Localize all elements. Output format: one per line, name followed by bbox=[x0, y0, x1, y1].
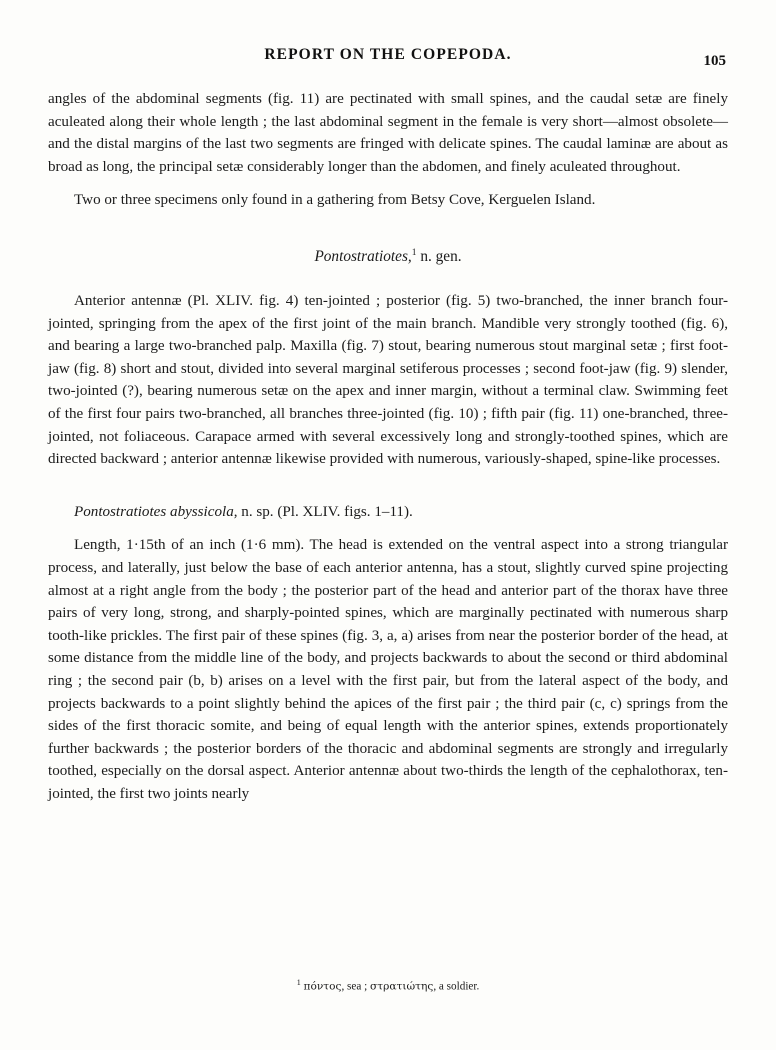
footnote-greek-2: στρατιώτης bbox=[370, 980, 434, 993]
paragraph-2: Two or three specimens only found in a gathering from Betsy Cove, Kerguelen Island. bbox=[74, 192, 596, 209]
page-number: 105 bbox=[703, 53, 726, 69]
footnote-text-2: , a soldier. bbox=[433, 980, 480, 993]
page-header bbox=[0, 46, 776, 68]
species-heading bbox=[48, 501, 728, 524]
paragraph-spacer bbox=[48, 178, 728, 189]
paragraph-4: Length, 1·15th of an inch (1·6 mm). The head is extended on the ventral aspect into a strong triangular process, and laterally, just below the base of each anterior antenna, has a stout, slightly curved spine projecting almost at a right angle from the body ; the posterior part of the head and anterior part of the thorax have three pairs of very long, strong, and sharply-pointed spines, which are marginally pectinated with numerous sharp tooth-like prickles. The first pair of these spines (fig. 3, a, a) arises from near the posterior border of the head, at some distance from the middle line of the body, and projects backwards to about the second or third abdominal ring ; the second pair (b, b) arises on a level with the first pair, but from the lateral aspect of the body, and projects backwards to a point slightly behind the apices of the first pair ; the third pair (c, c) springs from the sides of the first thoracic somite, and being of equal length with the anterior spines, extends proportionately further backwards ; the posterior borders of the thoracic and abdominal segments are strongly and irregularly toothed, especially on the dorsal aspect. Anterior antennæ about two-thirds the length of the cephalothorax, ten-jointed, the first two joints nearly bbox=[48, 537, 728, 802]
genus-name: Pontostratiotes, bbox=[314, 248, 412, 266]
paragraph-3: Anterior antennæ (Pl. XLIV. fig. 4) ten-jointed ; posterior (fig. 5) two-branched, the inner branch four-jointed, springing from the apex of the first joint of the main branch. Mandible very strongly toothed (fig. 6), and bearing a large two-branched palp. Maxilla (fig. 7) stout, bearing numerous stout marginal setæ ; first foot-jaw (fig. 8) short and stout, divided into several marginal setiferous processes ; second foot-jaw (fig. 9) slender, two-jointed (?), bearing numerous setæ on the apex and inner margin, without a terminal claw. Swimming feet of the first four pairs two-branched, all branches three-jointed (fig. 10) ; fifth pair (fig. 11) one-branched, three-jointed, not foliaceous. Carapace armed with several excessively long and strongly-toothed spines, which are directed backward ; anterior antennæ likewise provided with numerous, variously-shaped, spine-like processes. bbox=[48, 293, 728, 468]
genus-heading bbox=[48, 242, 728, 268]
section-spacer-2 bbox=[48, 471, 728, 501]
heading-spacer-2 bbox=[48, 523, 728, 534]
species-name: Pontostratiotes abyssicola bbox=[74, 503, 234, 520]
footnote bbox=[0, 978, 776, 993]
footnote-marker: 1 bbox=[296, 978, 301, 987]
section-spacer bbox=[48, 212, 728, 242]
paragraph-1: angles of the abdominal segments (fig. 11) are pectinated with small spines, and the caudal setæ are finely aculeated along their whole length ; the last abdominal segment in the female is very short—almost obsolete—and the distal margins of the last two segments are fringed with delicate spines. The caudal laminæ are about as broad as long, the principal setæ considerably longer than the abdomen, and finely aculeated throughout. bbox=[48, 91, 728, 175]
text-column bbox=[48, 88, 728, 806]
heading-spacer bbox=[48, 268, 728, 290]
running-head: REPORT ON THE COPEPODA. bbox=[264, 46, 512, 63]
footnote-greek-1: πόντος bbox=[303, 980, 342, 993]
genus-footnote-marker: 1 bbox=[411, 247, 417, 258]
species-rest: , n. sp. (Pl. XLIV. figs. 1–11). bbox=[233, 503, 413, 520]
footnote-text-1: , sea ; bbox=[341, 980, 371, 993]
genus-rest: n. gen. bbox=[420, 248, 462, 266]
